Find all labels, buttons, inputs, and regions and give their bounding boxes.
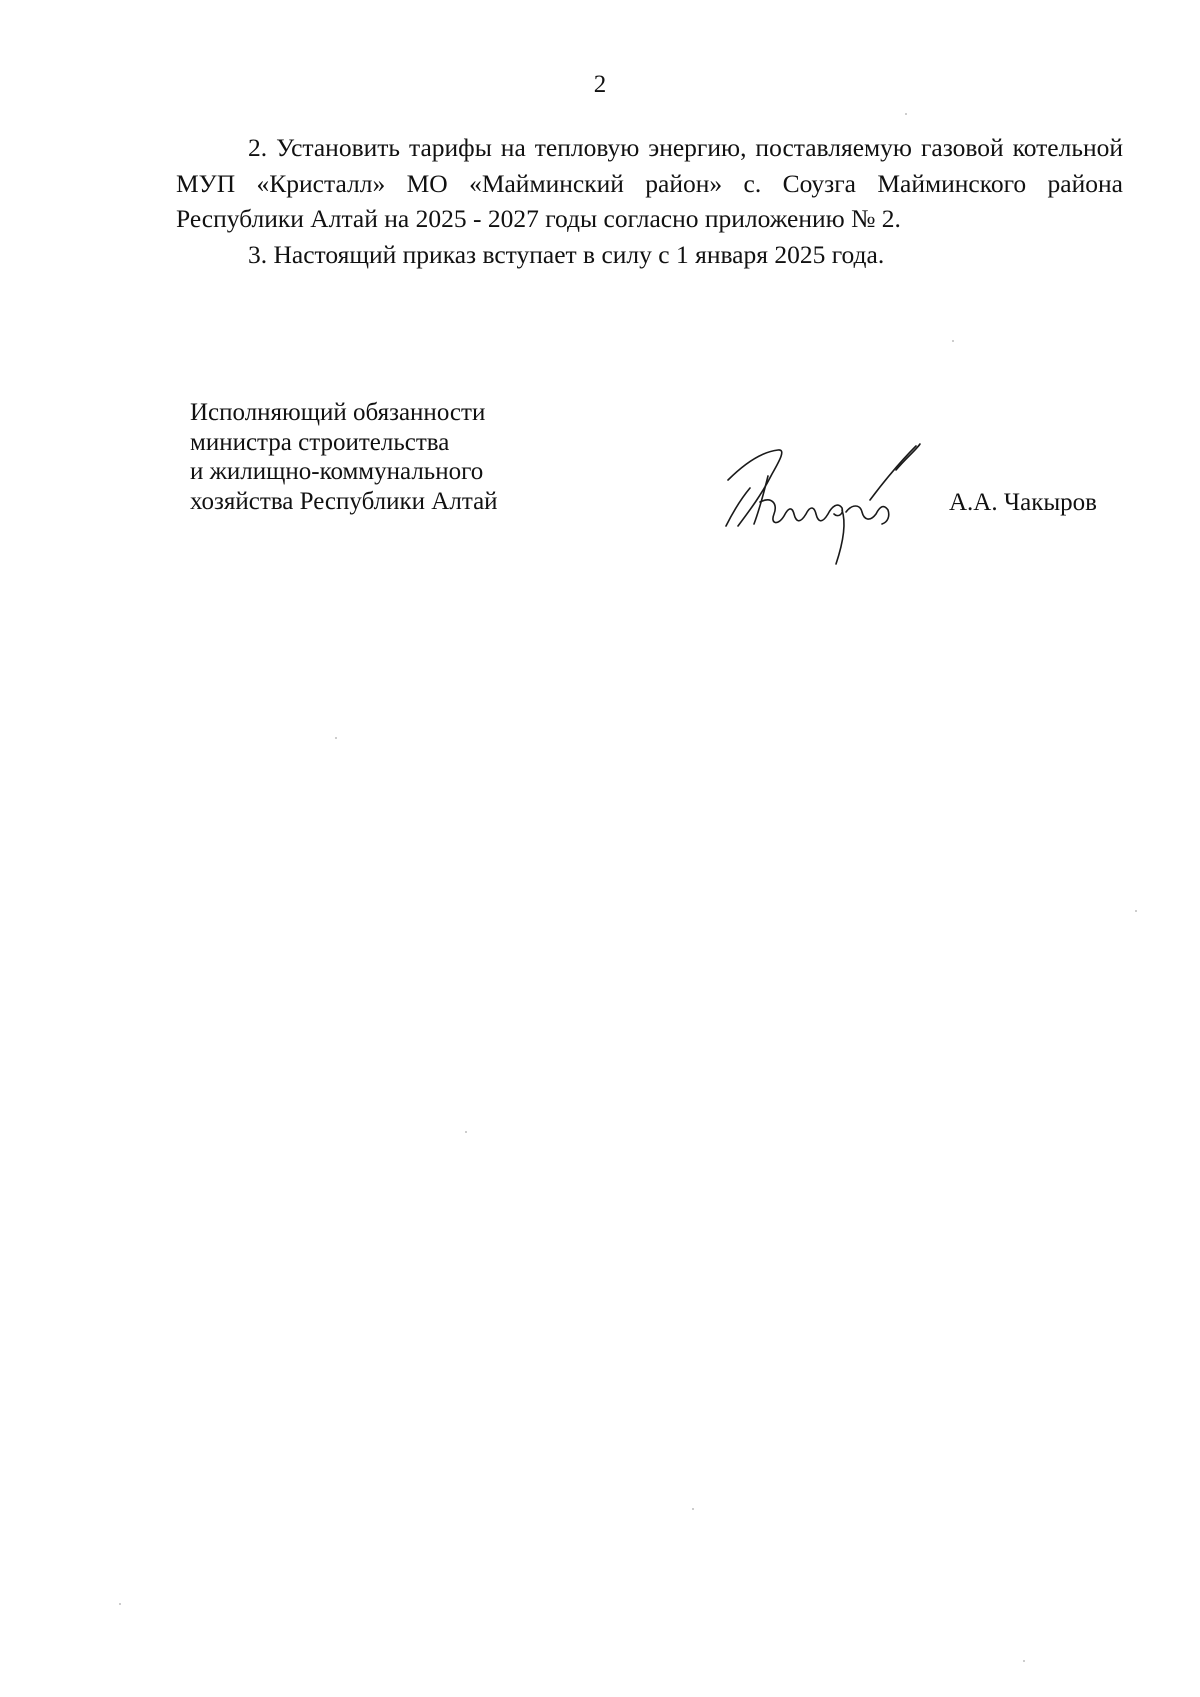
paragraph-2: 2. Установить тарифы на тепловую энергию, поставляемую газовой котельной МУП «Кристалл» МО «Майминский район» с. Соузга Майминского района Республики Алтай на 2025 - 2027 годы согласно приложению № 2. — [176, 133, 1123, 233]
scan-speck — [119, 1603, 121, 1605]
scan-speck — [952, 340, 954, 342]
paragraph-3: 3. Настоящий приказ вступает в силу с 1 января 2025 года. — [248, 239, 885, 269]
position-line: министра строительства — [190, 428, 450, 456]
position-line: Исполняющий обязанности — [190, 399, 486, 426]
page-number: 2 — [593, 71, 607, 98]
scan-speck — [1023, 1660, 1025, 1662]
signatory-position — [190, 398, 498, 516]
handwritten-signature-icon — [720, 440, 940, 570]
scan-speck — [335, 737, 337, 739]
position-line: и жилищно-коммунального — [190, 458, 484, 485]
scan-speck — [905, 113, 907, 115]
scan-speck — [1135, 910, 1137, 912]
body-text — [176, 130, 1123, 272]
position-line: хозяйства Республики Алтай — [190, 487, 498, 515]
scan-speck — [465, 1131, 467, 1133]
signer-name: А.А. Чакыров — [949, 489, 1097, 516]
scan-speck — [692, 1508, 694, 1510]
